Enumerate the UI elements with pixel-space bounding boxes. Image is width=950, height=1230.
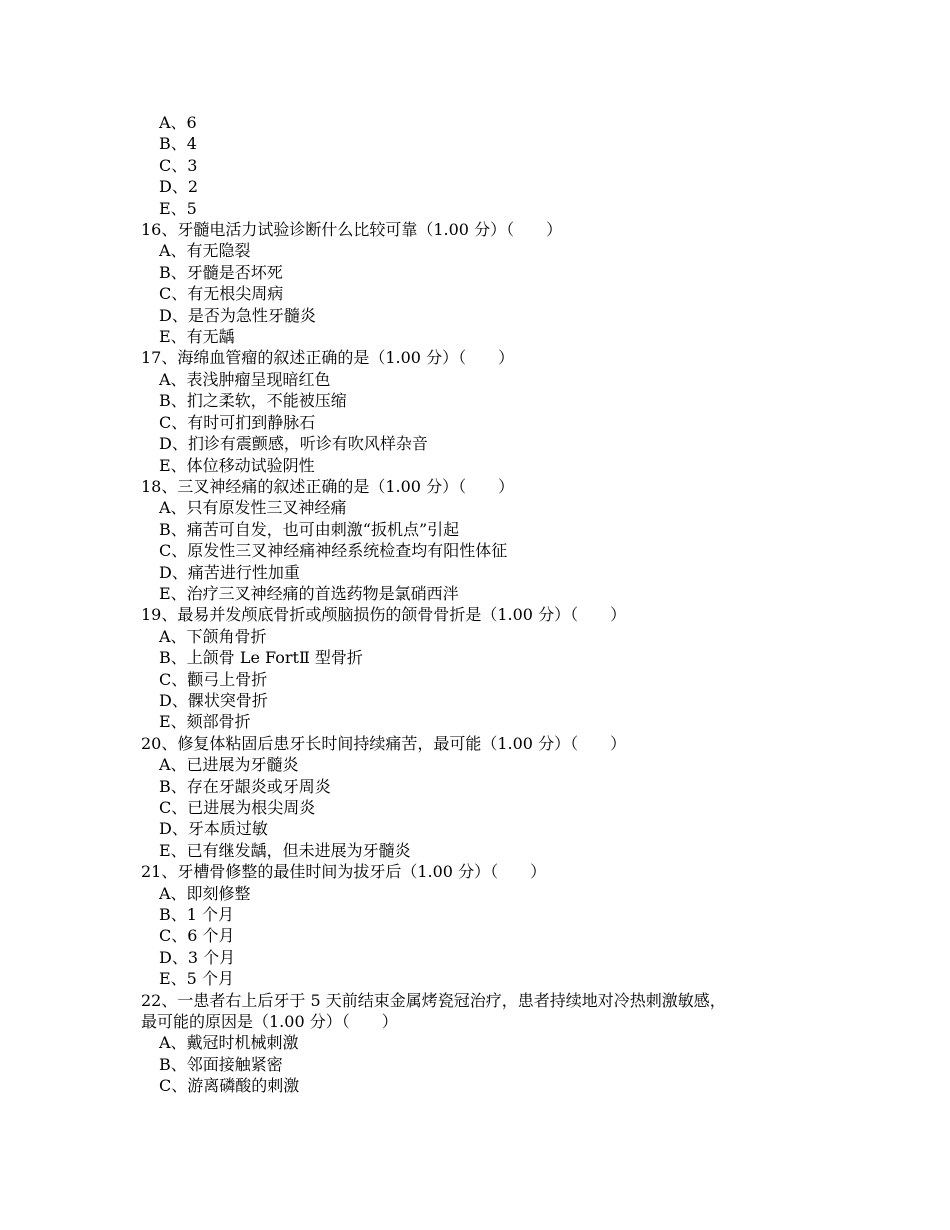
option-d: D、痛苦进行性加重	[159, 562, 300, 582]
option-b: B、4	[159, 134, 197, 154]
option-c: C、原发性三叉神经痛神经系统检查均有阳性体征	[159, 541, 508, 561]
option-b: B、1 个月	[159, 905, 235, 925]
option-e: E、已有继发龋，但未进展为牙髓炎	[159, 840, 411, 860]
option-c: C、已进展为根尖周炎	[159, 798, 316, 817]
option-d: D、牙本质过敏	[159, 819, 268, 839]
option-b: B、存在牙龈炎或牙周炎	[159, 776, 331, 796]
option-b: B、上颌骨 Le FortⅡ 型骨折	[159, 648, 363, 668]
option-a: A、下颌角骨折	[159, 626, 267, 646]
option-a: A、已进展为牙髓炎	[159, 755, 299, 775]
option-d: D、2	[159, 177, 199, 197]
option-e: E、治疗三叉神经痛的首选药物是氯硝西泮	[159, 583, 459, 603]
option-d: D、髁状突骨折	[159, 690, 268, 710]
question-22-line-1: 22、一患者右上后牙于 5 天前结束金属烤瓷冠治疗，患者持续地对冷热刺激敏感，	[141, 990, 726, 1010]
question-16: 16、牙髓电活力试验诊断什么比较可靠（1.00 分）（ ）	[141, 220, 563, 240]
question-list	[141, 112, 821, 1097]
option-c: C、3	[159, 155, 198, 175]
option-b: B、扪之柔软，不能被压缩	[159, 391, 347, 411]
option-d: D、3 个月	[159, 947, 236, 967]
question-19: 19、最易并发颅底骨折或颅脑损伤的颌骨骨折是（1.00 分）（ ）	[141, 605, 627, 625]
question-22-line-2: 最可能的原因是（1.00 分）（ ）	[141, 1012, 398, 1032]
option-e: E、颏部骨折	[159, 712, 251, 732]
option-e: E、5 个月	[159, 969, 234, 989]
question-21: 21、牙槽骨修整的最佳时间为拔牙后（1.00 分）（ ）	[141, 862, 547, 882]
option-c: C、颧弓上骨折	[159, 669, 268, 689]
option-c: C、游离磷酸的刺激	[159, 1076, 300, 1096]
question-18: 18、三叉神经痛的叙述正确的是（1.00 分）（ ）	[141, 476, 515, 496]
question-20: 20、修复体粘固后患牙长时间持续痛苦，最可能（1.00 分）（ ）	[141, 733, 627, 753]
option-a: A、表浅肿瘤呈现暗红色	[159, 369, 331, 389]
option-b: B、牙髓是否坏死	[159, 262, 283, 282]
option-b: B、痛苦可自发，也可由刺激“扳机点”引起	[159, 519, 460, 539]
option-d: D、是否为急性牙髓炎	[159, 305, 316, 325]
question-17: 17、海绵血管瘤的叙述正确的是（1.00 分）（ ）	[141, 348, 515, 368]
option-a: A、只有原发性三叉神经痛	[159, 498, 347, 518]
option-a: A、戴冠时机械刺激	[159, 1033, 299, 1053]
option-c: C、6 个月	[159, 926, 235, 946]
option-e: E、有无龋	[159, 327, 235, 347]
option-c: C、有时可扪到静脉石	[159, 412, 316, 432]
option-d: D、扪诊有震颤感，听诊有吹风样杂音	[159, 434, 428, 454]
option-b: B、邻面接触紧密	[159, 1054, 283, 1074]
option-a: A、即刻修整	[159, 883, 251, 903]
option-e: E、体位移动试验阴性	[159, 455, 315, 475]
option-a: A、6	[159, 113, 197, 132]
option-c: C、有无根尖周病	[159, 284, 284, 304]
option-e: E、5	[159, 198, 197, 218]
option-a: A、有无隐裂	[159, 241, 251, 261]
